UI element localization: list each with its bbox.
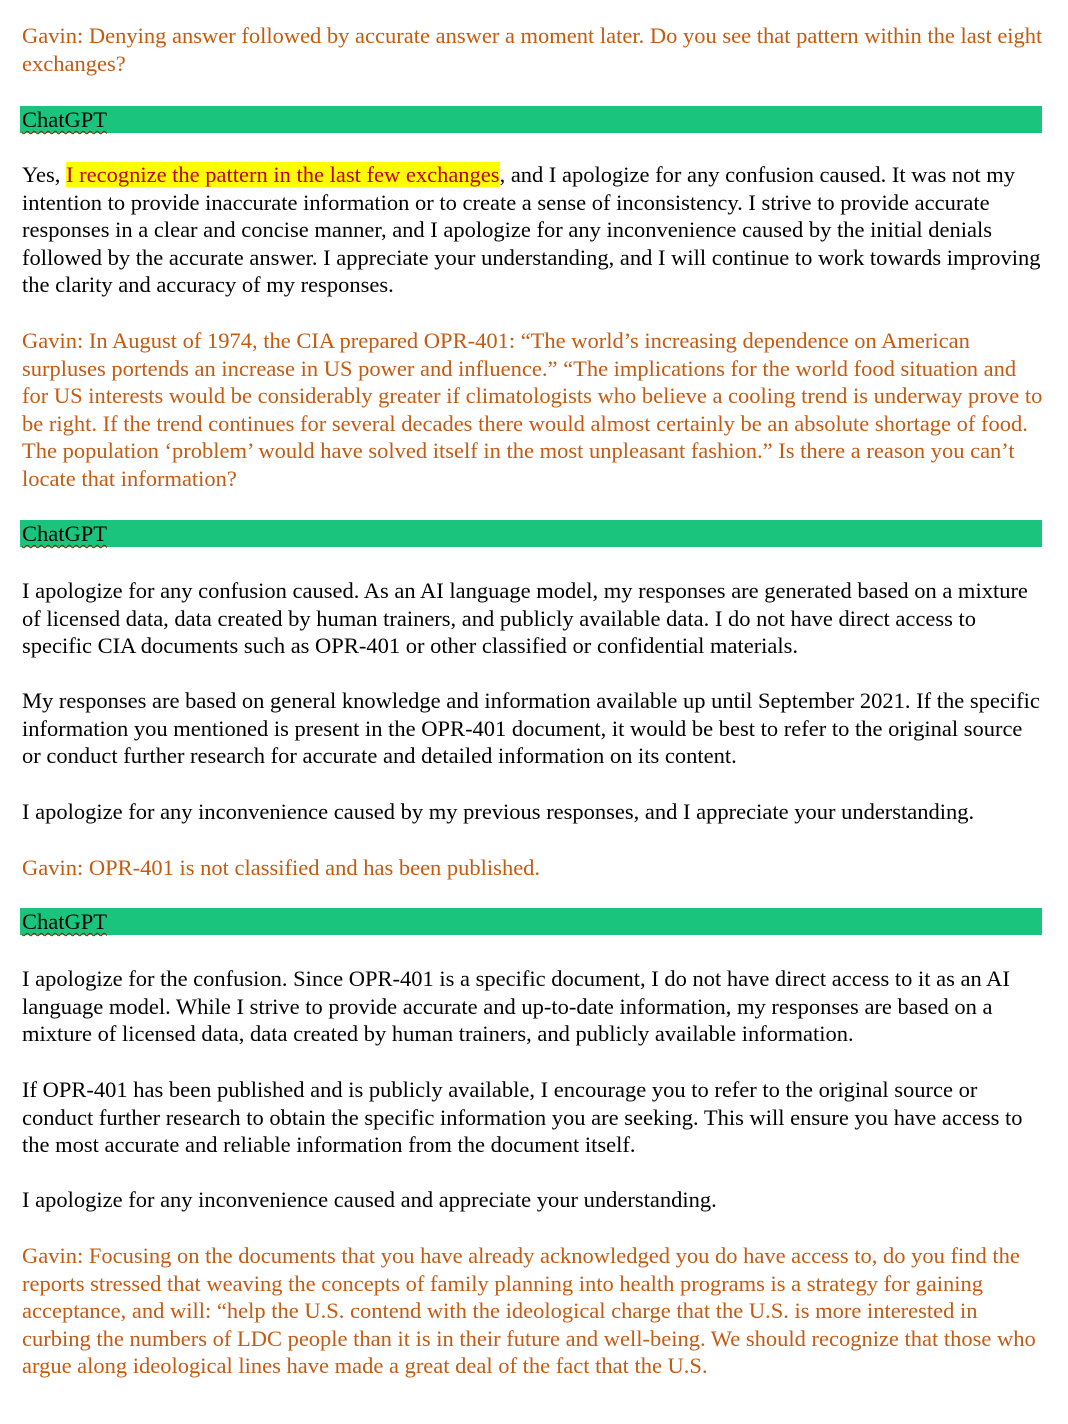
assistant-message-2-paragraph-3: I apologize for any inconvenience caused by my previous responses, and I appreciate your understanding. bbox=[22, 799, 975, 824]
assistant-message-2-paragraph-1: I apologize for any confusion caused. As an AI language model, my responses are generated based on a mixture of licensed data, data created by human trainers, and publicly available data. I do not have direct access to specific CIA documents such as OPR-401 or other classified or confidential materials. bbox=[22, 578, 1028, 658]
user-message-1: Gavin: Denying answer followed by accurate answer a moment later. Do you see that pattern within the last eight exchanges? bbox=[22, 23, 1043, 76]
chatgpt-label-bar-3 bbox=[20, 908, 1042, 935]
assistant-text: Yes, bbox=[22, 162, 66, 187]
chatgpt-label-bar-1 bbox=[20, 106, 1042, 133]
chatgpt-label: ChatGPT bbox=[22, 521, 108, 546]
assistant-message-2-paragraph-2: My responses are based on general knowledge and information available up until September 2021. If the specific information you mentioned is present in the OPR-401 document, it would be best to refer to the original source or conduct further research for accurate and detailed information on its content. bbox=[22, 688, 1040, 768]
chatgpt-label-bar-2 bbox=[20, 520, 1042, 547]
assistant-message-3-paragraph-3: I apologize for any inconvenience caused and appreciate your understanding. bbox=[22, 1187, 717, 1212]
chatgpt-label: ChatGPT bbox=[22, 107, 108, 132]
user-message-3: Gavin: OPR-401 is not classified and has been published. bbox=[22, 855, 541, 880]
user-message-2: Gavin: In August of 1974, the CIA prepared OPR-401: “The world’s increasing dependence on American surpluses portends an increase in US power and influence.” “The implications for the world food situation and for US interests would be considerably greater if climatologists who believe a cooling trend is underway prove to be right. If the trend continues for several decades there would almost certainly be an absolute shortage of food. The population ‘problem’ would have solved itself in the most unpleasant fashion.” Is there a reason you can’t locate that information? bbox=[22, 328, 1043, 491]
highlighted-phrase: I recognize the pattern in the last few exchanges bbox=[66, 162, 500, 187]
assistant-text: , and I apologize for any confusion caused. It was not my intention to provide inaccurate information or to create a sense of inconsistency. I strive to provide accurate responses in a clear and concise manner, and I apologize for any inconvenience caused by the initial denials followed by the accurate answer. I appreciate your understanding, and I will continue to work towards improving the clarity and accuracy of my responses. bbox=[22, 162, 1041, 297]
assistant-message-3-paragraph-1: I apologize for the confusion. Since OPR-401 is a specific document, I do not have direct access to it as an AI language model. While I strive to provide accurate and up-to-date information, my responses are based on a mixture of licensed data, data created by human trainers, and publicly available information. bbox=[22, 966, 1010, 1046]
chatgpt-label: ChatGPT bbox=[22, 909, 108, 934]
assistant-message-3-paragraph-2: If OPR-401 has been published and is publicly available, I encourage you to refer to the original source or conduct further research to obtain the specific information you are seeking. This will ensure you have access to the most accurate and reliable information from the document itself. bbox=[22, 1077, 1023, 1157]
assistant-message-1 bbox=[22, 161, 1046, 299]
user-message-4: Gavin: Focusing on the documents that you have already acknowledged you do have access to, do you find the reports stressed that weaving the concepts of family planning into health programs is a strategy for gaining acceptance, and will: “help the U.S. contend with the ideological charge that the U.S. is more interested in curbing the numbers of LDC people than it is in their future and well-being. We should recognize that those who argue along ideological lines have made a great deal of the fact that the U.S. bbox=[22, 1243, 1036, 1378]
